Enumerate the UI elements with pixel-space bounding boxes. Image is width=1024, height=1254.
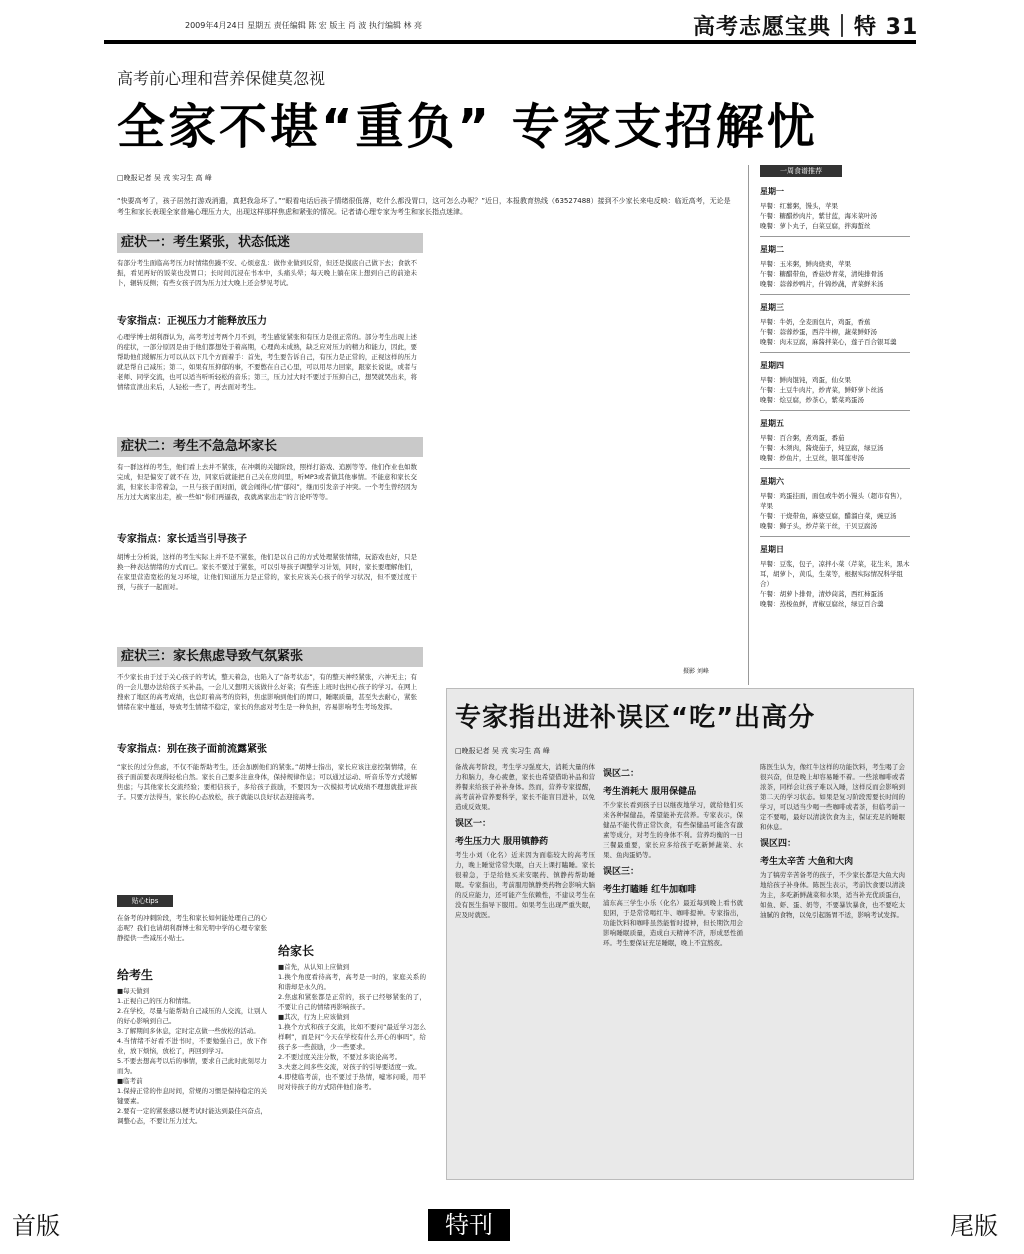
myth1-body: 考生小刘（化名）近来因为面临较大的高考压力，晚上睡觉常常失眠，白天上课打瞌睡。家长很着急，于是给他买来安眠药、镇静药帮助睡眠。专家指出，考前服用镇静类药物会影响大脑的反应能力，还可能产生依赖性，不建议考生在没有医生指导下服用。如果考生出现严重失眠，应及时就医。 <box>455 851 595 919</box>
menu-meal: 午餐：干烧带鱼，麻婆豆腐，醋溜白菜，豌豆汤 <box>760 512 897 520</box>
article-lead: “快要高考了，孩子居然打游戏消遣，真把我急坏了。”“眼看电话后孩子情绪很低落，吃什么都没胃口，这可怎么办呢？”近日，本报教育热线（63527488）接到不少家长来电反映：临近高考，无论是考生和家长表现全家普遍心理压力大，出现这样那样焦虑和紧张的情况。记者请心理专家为考生和家长指点迷津。 <box>117 197 731 216</box>
menu-meal: 早餐：豆浆，包子，凉拌小菜（芹菜，花生米，黑木耳，胡萝卜，黄瓜，生菜等，根据实际情况科学组合） <box>760 560 910 588</box>
menu-divider <box>760 236 910 237</box>
tips-student-heading: 给考生 <box>117 968 154 982</box>
symptom1-advice: 心理学博士胡利群认为，高考考过考两个月不到，考生感觉紧张和有压力是很正常的。部分考生出现上述的症状，一部分原因是由于他们都想处于着高期，心理尚未成熟，缺乏应对压力的精力和能力，因此，要帮助他们缓解压力可以从以下几个方面着手：首先，考生要告诉自己，有压力是正常的，正视这样的压力就是帮自己减压；第二，如果有压抑郁的事，不要憋在自己心里，可以用尽力回家，跟家长说说，或者与老师、同学交流，也可以适当听听轻松的音乐；第三，压力过大时不要过于压抑自己，想哭就哭出来，将情绪宣泄出来后，人轻松一些了，再去面对考生。 <box>117 333 417 391</box>
menu-meal: 晚餐：炒鱼片，土豆丝，银耳莲枣汤 <box>760 454 864 462</box>
myth1-title: 考生压力大 服用镇静药 <box>455 837 549 847</box>
menu-meal: 早餐：牛奶，全麦面包片，鸡蛋，香蕉 <box>760 318 871 326</box>
menu-day: 星期三 <box>760 303 784 312</box>
symptom2-heading: 症状二：考生不急急坏家长 <box>117 437 423 457</box>
menu-tag: 一周食谱推荐 <box>760 165 842 177</box>
menu-meal: 午餐：蒜蓉炒蛋，西芹牛柳，蔬菜鲜虾汤 <box>760 328 877 336</box>
nutrition-box-title: 专家指出进补误区“吃”出高分 <box>455 703 816 733</box>
menu-divider <box>760 294 910 295</box>
menu-divider <box>760 410 910 411</box>
myth4-title: 考生太辛苦 大鱼和大肉 <box>760 857 854 867</box>
nav-last-page[interactable]: 尾版 <box>950 1212 998 1240</box>
header-rule <box>104 40 916 44</box>
menu-meal: 早餐：鲜肉馄饨，鸡蛋，仙女果 <box>760 376 851 384</box>
symptom2-body: 有一群这样的考生，他们看上去并不紧张，在冲刺的关键阶段，照样打游戏、追剧等等。他们作业也如数完成，但是偏安了就不在 边，同家后就能把自己关在房间里，听MP3或者做其他事情。不能意和家长交流，但家长非常着急，一旦与孩子面对面，就会闹得心情“郁闷”，继而引发亲子冲突。一个考生曾经因为压力过大离家出走，被一些如“你们再逼我，我就离家出走”的言论吓等等。 <box>117 463 417 501</box>
symptom1-heading: 症状一：考生紧张，状态低迷 <box>117 233 423 253</box>
symptom3-advice-heading: 专家指点：别在孩子面前流露紧张 <box>117 744 267 755</box>
menu-meal: 晚餐：肉末豆腐，麻酱拌菜心，莲子百合银耳羹 <box>760 338 897 346</box>
weekly-menu <box>760 186 910 609</box>
menu-day: 星期日 <box>760 545 784 554</box>
menu-meal: 午餐：木须肉，酱烧茄子，炖豆腐，绿豆汤 <box>760 444 884 452</box>
myth4-label: 误区四： <box>760 839 797 849</box>
myth2-title: 考生消耗大 服用保健品 <box>603 787 697 797</box>
menu-meal: 晚餐：蒜蓉炒鸭片，什锦炒蔬，青菜鲜米汤 <box>760 280 884 288</box>
menu-day: 星期四 <box>760 361 784 370</box>
myth3-continued: 陈医生认为，像红牛这样的功能饮料，考生喝了会很兴奋，但是晚上却容易睡不着。一些浓咖啡或者浓茶，同样会让孩子难以入睡，这样反而会影响到第二天的学习状态。如果是复习阶段需要长时间的学习，可以适当少喝一些咖啡或者茶，但临考前一定不要喝，最好以清淡饮食为主，保证充足的睡眠和休息。 <box>760 763 905 831</box>
section-title: 高考志愿宝典｜特 31 <box>693 15 919 40</box>
menu-day: 星期一 <box>760 187 784 196</box>
symptom3-heading: 症状三：家长焦虑导致气氛紧张 <box>117 647 423 667</box>
tips-parent-list: ■首先，从认知上应做到 1.换个角度看待高考，高考是一时的，家庭关系的和谐却是永久的。 2.焦虑和紧张都是正常的，孩子已经够紧张的了，不要让自己的情绪再影响孩子。 ■其次，行为上应该做到 1.换个方式和孩子交流，比如不要问“最近学习怎么样啊”，而是问“今天在学校有什么开心的事吗”，给孩子多一些鼓励，少一些要求。 2.不要过度关注分数，不要过多谈论高考。 3.夫妻之间多些交流，对孩子的引导要适度一致。 4.即使临考前，也不要过于热情，嘘寒问暖，用平时对待孩子的方式陪伴他们备考。 <box>278 963 426 1091</box>
menu-meal: 早餐：鸡蛋挂面，面包或牛奶小馒头（超市有售），苹果 <box>760 492 907 510</box>
symptom3-body: 不少家长由于过于关心孩子的考试，整天着急，也陷入了“备考状态”，有的整天神经紧张，六神无主；有的一会儿想办法给孩子买补品，一会儿又想明天该做什么好菜；有些连上班时也担心孩子的学习。在网上搜索了地区的高考成绩，也总盯着高考的资料，焦虑影响到他们的胃口，睡眠质量，甚至失去耐心，紧张情绪在家中蔓延，导致考生情绪不稳定，家长的焦虑对考生是一种负担，容易影响考生考场发挥。 <box>117 673 417 711</box>
symptom2-advice-heading: 专家指点：家长适当引导孩子 <box>117 534 247 545</box>
myth3-title: 考生打瞌睡 红牛加咖啡 <box>603 885 697 895</box>
tips-student-list: ■每天做到 1.正视自己的压力和情绪。 2.在学校，尽量与能帮助自己减压的人交流，让别人的好心影响到自己。 3.了解期间多休息，定时定点做一些放松的活动。 4.当情绪不好看不进书时，不要勉强自己，放下作业，放下烦恼，放松了，再回到学习。 5.不要去想高考以后的事情，要求自己此时此刻尽力而为。 ■临考前 1.保持正常的作息时间，常规的习惯是保持稳定的关键要素。 2.要有一定的紧张感以便考试时能达到最佳兴奋点，调整心态，不要让压力过大。 <box>117 987 267 1125</box>
tips-parent-heading: 给家长 <box>278 944 315 958</box>
menu-meal: 早餐：红薯粥，馒头，苹果 <box>760 202 838 210</box>
article-headline: 全家不堪“重负” 专家支招解忧 <box>117 99 818 155</box>
nutrition-col-3 <box>760 762 905 1172</box>
tips-tag: 贴心tips <box>117 895 173 907</box>
menu-meal: 晚餐：狮子头，炒芹菜干丝，干贝豆腐汤 <box>760 522 877 530</box>
symptom3-advice: “家长的过分焦虑，不仅不能帮助考生，还会加剧他们的紧张。”胡博士指出，家长应该注意控制情绪，在孩子面前要表现得轻松自然。家长自己要多注意身体，保持规律作息；可以通过运动、听音乐等方式缓解焦虑；与其他家长交流经验；要相信孩子，多给孩子鼓励，不要因为一次模拟考试成绩不理想就批评孩子。只要方法得当，家长的心态放松，孩子就能以良好状态迎接高考。 <box>117 763 417 801</box>
myth2-label: 误区二： <box>603 769 640 779</box>
tips-intro: 在备考的冲刺阶段，考生和家长如何能处理自己的心态呢？我们也请胡利群博士和光明中学的心理专家张静提供一些减压小贴士。 <box>117 914 267 942</box>
symptom2-advice: 胡博士分析说，这样的考生实际上并不是不紧张，他们是以自己的方式处理紧张情绪，玩游戏也好，只是换一种表达情绪的方式而已。家长不要过于紧张，可以引导孩子调整学习计划，同时，家长要理解他们，在家里营造宽松的复习环境，让他们知道压力是正常的，家长应该关心孩子的学习状况，但不要过度干预，与孩子一起面对。 <box>117 553 417 591</box>
nutrition-col-2 <box>603 762 743 1172</box>
myth4-body: 为了犒劳辛苦备考的孩子，不少家长都是大鱼大肉地给孩子补身体。陈医生表示，考前饮食要以清淡为主，多吃新鲜蔬菜和水果，适当补充优质蛋白，如鱼、虾、蛋、奶等，不要暴饮暴食，也不要吃太油腻的食物，以免引起肠胃不适，影响考试发挥。 <box>760 871 905 919</box>
menu-meal: 早餐：玉米粥，鲜肉烧卖，苹果 <box>760 260 851 268</box>
photo-credit: 摄影 刘峰 <box>683 668 709 675</box>
menu-meal: 早餐：百合粥，煮鸡蛋，番茄 <box>760 434 845 442</box>
article-kicker: 高考前心理和营养保健莫忽视 <box>117 69 326 88</box>
menu-meal: 晚餐：蒸梭鱼鲜，青椒豆腐丝，绿豆百合羹 <box>760 600 884 608</box>
nutrition-box-byline: □晚报记者 吴 戎 实习生 高 峰 <box>455 747 550 755</box>
nav-current-special[interactable]: 特刊 <box>428 1209 510 1241</box>
myth3-body: 浦东高三学生小乐（化名）最近每到晚上看书就犯困，于是常常喝红牛、咖啡提神。专家指出，功能饮料和咖啡虽然能暂时提神，但长期饮用会影响睡眠质量，造成白天精神不济，形成恶性循环。考生要保证充足睡眠，晚上不宜熬夜。 <box>603 899 743 947</box>
menu-meal: 晚餐：烩豆腐，炒茶心，紫菜鸡蛋汤 <box>760 396 864 404</box>
nutrition-col-1 <box>455 762 595 1172</box>
nav-first-page[interactable]: 首版 <box>12 1212 60 1240</box>
menu-meal: 午餐：胡萝卜排骨，清炒茼蒿，西红柿蛋汤 <box>760 590 884 598</box>
symptom1-body: 有部分考生面临高考压力时情绪焦躁不安、心烦意乱：做作业做到反常，但还是摸底自己做下去；食欲不振，看见再好的饭菜也没胃口；长时间沉浸在书本中，头痛头晕；每天晚上躺在床上想到自己的前途未卜，辗转反侧；有些女孩子因为压力过大晚上还会梦见考试。 <box>117 259 417 287</box>
menu-day: 星期五 <box>760 419 784 428</box>
header-meta: 2009年4月24日 星期五 责任编辑 陈 宏 版主 肖 波 执行编辑 林 亮 <box>185 21 423 30</box>
menu-meal: 午餐：土豆牛肉片，炒青菜，鲜虾萝卜丝汤 <box>760 386 884 394</box>
article-byline: □晚报记者 吴 戎 实习生 高 峰 <box>117 174 212 182</box>
myth3-label: 误区三： <box>603 867 640 877</box>
menu-day: 星期二 <box>760 245 784 254</box>
menu-divider <box>760 536 910 537</box>
sidebar-divider <box>748 165 749 685</box>
myth1-label: 误区一： <box>455 819 492 829</box>
nutrition-intro: 备战高考阶段，考生学习强度大，消耗大量的体力和脑力，身心疲惫，家长也希望借助补品和营养餐来给孩子补补身体。然而，营养专家提醒，高考前补营养要科学，家长不能盲目进补，以免造成反效果。 <box>455 763 595 811</box>
myth2-body: 不少家长看到孩子日以继夜地学习，就给他们买来各种保健品，希望能补充营养。专家表示，保健品不能代替正常饮食，有些保健品可能含有激素等成分，对考生的身体不利。营养均衡的一日三餐最重要，家长应多给孩子吃新鲜蔬菜、水果、鱼肉蛋奶等。 <box>603 801 743 859</box>
menu-divider <box>760 352 910 353</box>
menu-meal: 晚餐：萝卜丸子，白菜豆腐，拌海蜇丝 <box>760 222 871 230</box>
menu-meal: 午餐：糖醋带鱼，香菇炒青菜，清炖排骨汤 <box>760 270 884 278</box>
symptom1-advice-heading: 专家指点：正视压力才能释放压力 <box>117 316 267 327</box>
menu-day: 星期六 <box>760 477 784 486</box>
menu-divider <box>760 468 910 469</box>
menu-meal: 午餐：糖醋炒肉片，紫甘蓝，海米菜叶汤 <box>760 212 877 220</box>
